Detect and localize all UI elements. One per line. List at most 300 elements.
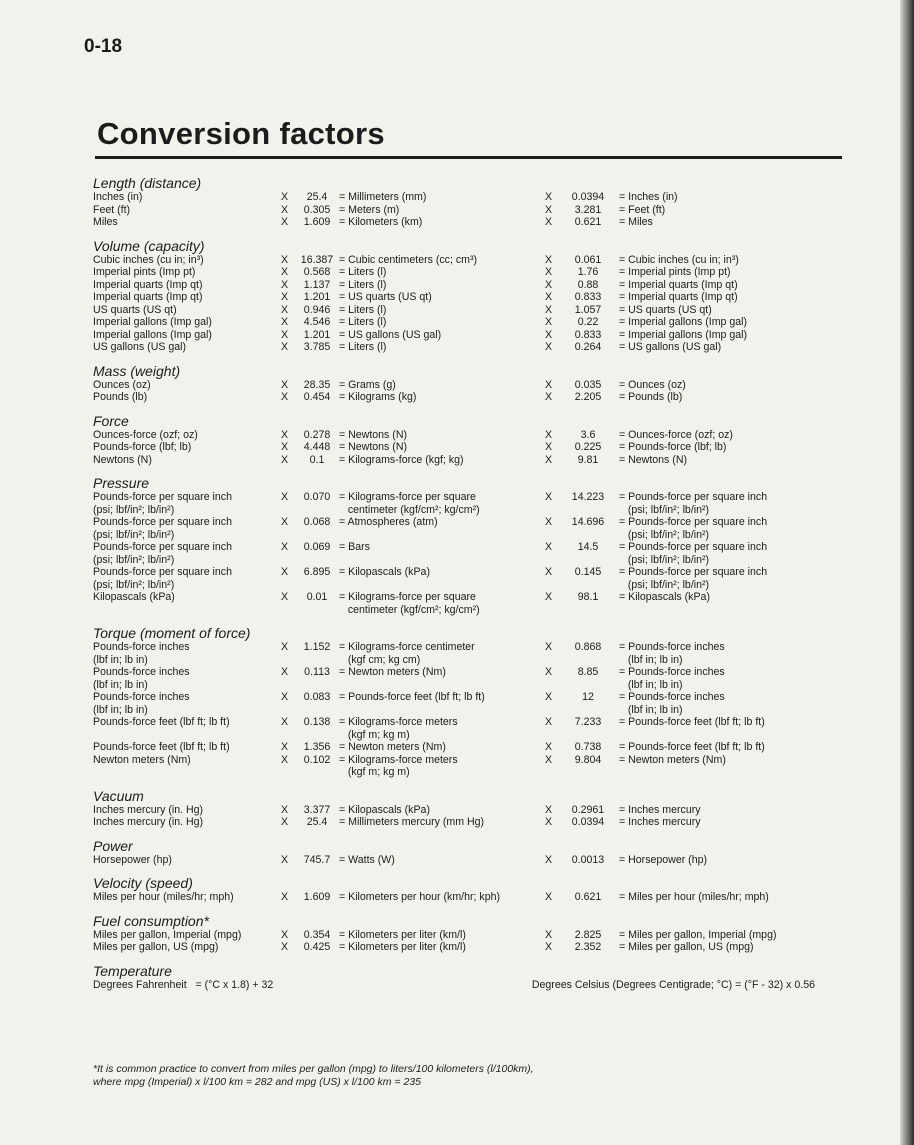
row-label: Inches mercury (in. Hg) <box>93 816 204 828</box>
multiply-sign: X <box>545 541 553 553</box>
table-row <box>93 266 823 279</box>
inverse-result-unit: = Inches mercury <box>619 803 701 816</box>
inverse-factor-value: 0.738 <box>574 741 602 753</box>
result-unit: = Liters (l) <box>339 303 387 316</box>
page-number: 0-18 <box>84 36 123 57</box>
result-unit <box>339 579 545 592</box>
factor-value: 16.387 <box>300 253 334 266</box>
section-2 <box>93 363 823 404</box>
inverse-factor-value: 1.76 <box>577 266 599 278</box>
inverse-result-unit: = Pounds-force inches <box>619 666 725 678</box>
multiply-sign: X <box>545 641 553 653</box>
inverse-result-unit: = Pounds-force per square inch <box>619 516 768 528</box>
multiply-sign: X <box>281 853 289 866</box>
section-4 <box>93 475 823 616</box>
result-unit <box>339 679 545 692</box>
inverse-result-unit: (lbf in; lb in) <box>619 653 683 666</box>
inverse-result-unit: = Pounds-force feet (lbf ft; lb ft) <box>619 741 765 753</box>
result-unit: = Kilograms-force (kgf; kg) <box>339 453 464 466</box>
multiply-sign: X <box>545 816 553 828</box>
factor-value: 0.305 <box>303 203 331 216</box>
inverse-result-unit: = Pounds-force per square inch <box>619 491 768 503</box>
result-unit: = Kilograms (kg) <box>339 391 417 403</box>
row-label: (psi; lbf/in²; lb/in²) <box>93 553 175 566</box>
inverse-result-unit <box>619 604 819 617</box>
footnote <box>93 1063 813 1089</box>
multiply-sign: X <box>545 303 553 316</box>
inverse-result-unit: = Imperial gallons (Imp gal) <box>619 328 748 341</box>
table-row <box>93 766 823 779</box>
inverse-result-unit: = Miles per gallon, Imperial (mpg) <box>619 928 777 941</box>
multiply-sign <box>281 654 295 667</box>
inverse-result-unit: = Newton meters (Nm) <box>619 753 726 766</box>
section-3 <box>93 413 823 467</box>
multiply-sign: X <box>545 203 553 216</box>
table-row <box>93 704 823 717</box>
result-unit: = Kilograms-force meters <box>339 716 458 728</box>
section-title: Force <box>93 412 129 429</box>
factor-value: 0.102 <box>303 753 331 766</box>
inverse-factor-value <box>557 654 619 667</box>
factor-value: 0.278 <box>303 428 331 441</box>
result-unit: = Newton meters (Nm) <box>339 741 446 753</box>
inverse-factor-value: 2.352 <box>574 941 602 953</box>
section-title: Fuel consumption* <box>93 912 209 929</box>
result-unit <box>339 704 545 717</box>
row-label: Imperial quarts (Imp qt) <box>93 278 203 291</box>
multiply-sign: X <box>545 441 553 453</box>
celsius-formula: Degrees Celsius (Degrees Centigrade; °C) = (°F - 32) x 0.56 <box>531 978 815 991</box>
result-unit: = Newton meters (Nm) <box>339 666 446 678</box>
multiply-sign: X <box>545 453 553 466</box>
section-title: Torque (moment of force) <box>93 625 251 641</box>
inverse-factor-value: 98.1 <box>577 591 599 603</box>
multiply-sign <box>545 604 557 617</box>
table-row <box>93 516 823 529</box>
table-row <box>93 191 823 204</box>
result-unit: = Watts (W) <box>339 853 395 866</box>
inverse-factor-value <box>557 604 619 617</box>
table-row <box>93 379 823 392</box>
table-row <box>93 854 823 867</box>
inverse-result-unit: = Kilopascals (kPa) <box>619 591 710 603</box>
result-unit: (kgf cm; kg cm) <box>339 653 421 666</box>
table-row <box>93 429 823 442</box>
table-row <box>93 316 823 329</box>
multiply-sign: X <box>281 191 289 203</box>
section-title: Mass (weight) <box>93 362 181 379</box>
inverse-factor-value <box>557 529 619 542</box>
factor-value: 1.152 <box>303 641 331 653</box>
inverse-result-unit: = US gallons (US gal) <box>619 341 722 353</box>
inverse-factor-value: 8.85 <box>577 666 599 678</box>
multiply-sign: X <box>281 691 289 703</box>
inverse-factor-value: 0.868 <box>574 641 602 653</box>
table-row <box>93 591 823 604</box>
multiply-sign: X <box>545 753 553 766</box>
table-row <box>93 341 823 354</box>
factor-value <box>295 504 339 517</box>
inverse-result-unit: = Ounces-force (ozf; oz) <box>619 428 733 441</box>
inverse-factor-value: 0.833 <box>574 291 602 303</box>
row-label: Imperial pints (Imp pt) <box>93 266 196 278</box>
result-unit: = Kilopascals (kPa) <box>339 803 430 816</box>
inverse-factor-value: 0.145 <box>574 566 602 578</box>
factor-value: 25.4 <box>306 816 328 828</box>
inverse-factor-value: 0.621 <box>574 891 602 903</box>
factor-value: 3.785 <box>303 341 331 353</box>
factor-value: 0.069 <box>303 541 331 553</box>
row-label: Imperial gallons (Imp gal) <box>93 316 212 328</box>
row-label: Pounds (lb) <box>93 391 148 403</box>
multiply-sign <box>281 579 295 592</box>
multiply-sign: X <box>545 591 553 603</box>
multiply-sign: X <box>281 641 289 653</box>
multiply-sign: X <box>545 391 553 403</box>
result-unit: centimeter (kgf/cm²; kg/cm²) <box>339 603 480 616</box>
factor-value: 0.01 <box>306 591 328 603</box>
section-7 <box>93 838 823 867</box>
table-row <box>93 304 823 317</box>
multiply-sign: X <box>281 253 289 266</box>
multiply-sign: X <box>545 891 553 903</box>
factor-value <box>295 604 339 617</box>
conversion-table <box>93 175 823 1002</box>
table-row <box>93 216 823 229</box>
multiply-sign <box>281 679 295 692</box>
inverse-result-unit: (lbf in; lb in) <box>619 703 683 716</box>
inverse-factor-value: 0.035 <box>574 378 602 391</box>
multiply-sign: X <box>545 278 553 291</box>
result-unit: = Liters (l) <box>339 316 387 328</box>
inverse-result-unit: = Pounds-force (lbf; lb) <box>619 441 727 453</box>
factor-value: 745.7 <box>303 853 331 866</box>
inverse-result-unit: = Feet (ft) <box>619 203 666 216</box>
inverse-result-unit: = Horsepower (hp) <box>619 853 708 866</box>
multiply-sign: X <box>545 928 553 941</box>
inverse-factor-value: 0.2961 <box>571 803 605 816</box>
table-row <box>93 604 823 617</box>
table-row <box>93 391 823 404</box>
inverse-result-unit: = Pounds-force inches <box>619 641 725 653</box>
inverse-factor-value: 9.81 <box>577 453 599 466</box>
inverse-result-unit <box>619 729 819 742</box>
multiply-sign: X <box>545 853 553 866</box>
multiply-sign <box>545 729 557 742</box>
section-title: Volume (capacity) <box>93 237 205 254</box>
multiply-sign: X <box>281 391 289 403</box>
result-unit: = Kilopascals (kPa) <box>339 566 430 578</box>
factor-value: 0.354 <box>303 928 331 941</box>
inverse-result-unit: (psi; lbf/in²; lb/in²) <box>619 553 710 566</box>
row-label: Imperial gallons (Imp gal) <box>93 328 212 341</box>
section-temperature <box>93 963 823 993</box>
multiply-sign: X <box>545 341 553 353</box>
result-unit: = Liters (l) <box>339 278 387 291</box>
multiply-sign: X <box>545 741 553 753</box>
table-row <box>93 504 823 517</box>
table-row <box>93 804 823 817</box>
section-9 <box>93 913 823 954</box>
row-label: Newton meters (Nm) <box>93 753 191 766</box>
table-row <box>93 941 823 954</box>
result-unit: = Cubic centimeters (cc; cm³) <box>339 253 478 266</box>
multiply-sign: X <box>281 741 289 753</box>
inverse-factor-value: 0.0394 <box>571 191 605 203</box>
inverse-factor-value: 1.057 <box>574 303 602 316</box>
multiply-sign <box>545 704 557 717</box>
inverse-factor-value: 0.22 <box>577 316 599 328</box>
table-row <box>93 891 823 904</box>
multiply-sign: X <box>281 816 289 828</box>
factor-value <box>295 704 339 717</box>
result-unit <box>339 529 545 542</box>
result-unit: = Pounds-force feet (lbf ft; lb ft) <box>339 691 485 703</box>
multiply-sign: X <box>545 941 553 953</box>
result-unit: = Kilometers per hour (km/hr; kph) <box>339 891 501 903</box>
result-unit: = Liters (l) <box>339 266 387 278</box>
multiply-sign: X <box>545 691 553 703</box>
section-title: Pressure <box>93 475 150 491</box>
inverse-result-unit: = Pounds (lb) <box>619 391 683 403</box>
factor-value <box>295 679 339 692</box>
factor-value: 3.377 <box>303 803 331 816</box>
result-unit: = Kilometers per liter (km/l) <box>339 941 466 953</box>
row-label: Pounds-force feet (lbf ft; lb ft) <box>93 741 230 753</box>
inverse-factor-value <box>557 554 619 567</box>
factor-value: 0.1 <box>309 453 325 466</box>
inverse-result-unit: = Imperial quarts (Imp qt) <box>619 291 738 303</box>
multiply-sign: X <box>545 216 553 228</box>
inverse-result-unit: = Pounds-force inches <box>619 691 725 703</box>
inverse-result-unit: = Imperial pints (Imp pt) <box>619 266 731 278</box>
inverse-result-unit: = Miles per hour (miles/hr; mph) <box>619 891 769 903</box>
inverse-result-unit: = Newtons (N) <box>619 453 687 466</box>
result-unit: = Liters (l) <box>339 341 387 353</box>
factor-value: 0.946 <box>303 303 331 316</box>
inverse-factor-value: 2.825 <box>574 928 602 941</box>
inverse-factor-value: 14.696 <box>571 516 605 528</box>
factor-value <box>295 729 339 742</box>
row-label: US quarts (US qt) <box>93 303 177 316</box>
result-unit: = Kilograms-force per square <box>339 491 476 503</box>
inverse-factor-value: 9.804 <box>574 753 602 766</box>
multiply-sign <box>281 529 295 542</box>
inverse-factor-value: 0.621 <box>574 216 602 228</box>
factor-value <box>295 579 339 592</box>
table-row <box>93 679 823 692</box>
multiply-sign: X <box>545 716 553 728</box>
multiply-sign: X <box>545 316 553 328</box>
row-label: Ounces-force (ozf; oz) <box>93 428 198 441</box>
table-row <box>93 291 823 304</box>
result-unit: = US gallons (US gal) <box>339 328 442 341</box>
result-unit: = Kilometers (km) <box>339 216 423 228</box>
factor-value <box>295 654 339 667</box>
multiply-sign <box>281 729 295 742</box>
row-label: Miles per hour (miles/hr; mph) <box>93 891 234 903</box>
multiply-sign: X <box>281 316 289 328</box>
factor-value: 0.083 <box>303 691 331 703</box>
inverse-factor-value: 0.0013 <box>571 853 605 866</box>
inverse-result-unit: = Cubic inches (cu in; in³) <box>619 253 739 266</box>
table-row <box>93 816 823 829</box>
row-label <box>93 604 281 617</box>
result-unit: (kgf m; kg m) <box>339 766 410 778</box>
multiply-sign <box>281 704 295 717</box>
table-row <box>93 554 823 567</box>
table-row <box>93 754 823 767</box>
factor-value: 4.546 <box>303 316 331 328</box>
result-unit: = Kilograms-force centimeter <box>339 641 475 653</box>
inverse-factor-value: 0.061 <box>574 253 602 266</box>
factor-value: 1.201 <box>303 291 331 303</box>
inverse-result-unit: = Pounds-force per square inch <box>619 541 768 553</box>
table-row <box>93 641 823 654</box>
inverse-factor-value <box>557 704 619 717</box>
multiply-sign <box>281 504 295 517</box>
inverse-factor-value: 0.225 <box>574 441 602 453</box>
result-unit: = US quarts (US qt) <box>339 291 432 303</box>
multiply-sign: X <box>545 566 553 578</box>
table-row <box>93 491 823 504</box>
multiply-sign: X <box>281 591 289 603</box>
multiply-sign: X <box>545 191 553 203</box>
row-label: Inches (in) <box>93 191 143 203</box>
multiply-sign: X <box>281 666 289 678</box>
multiply-sign: X <box>281 203 289 216</box>
factor-value: 1.356 <box>303 741 331 753</box>
row-label: Ounces (oz) <box>93 378 151 391</box>
table-row <box>93 691 823 704</box>
multiply-sign: X <box>281 216 289 228</box>
row-label: Feet (ft) <box>93 203 131 216</box>
section-5 <box>93 625 823 779</box>
inverse-factor-value: 0.833 <box>574 328 602 341</box>
footnote-line-2: where mpg (Imperial) x l/100 km = 282 and mpg (US) x l/100 km = 235 <box>93 1076 421 1088</box>
multiply-sign: X <box>281 441 289 453</box>
inverse-result-unit: = Pounds-force feet (lbf ft; lb ft) <box>619 716 765 728</box>
inverse-factor-value <box>557 729 619 742</box>
section-title: Velocity (speed) <box>93 875 193 891</box>
factor-value: 0.425 <box>303 941 331 953</box>
multiply-sign: X <box>281 941 289 953</box>
section-1 <box>93 238 823 354</box>
row-label: Horsepower (hp) <box>93 853 172 866</box>
row-label: Pounds-force inches <box>93 691 190 703</box>
factor-value: 4.448 <box>303 441 331 453</box>
section-title: Vacuum <box>93 787 144 804</box>
row-label <box>93 766 281 779</box>
table-row <box>93 441 823 454</box>
multiply-sign: X <box>281 428 289 441</box>
multiply-sign: X <box>545 253 553 266</box>
inverse-factor-value: 0.264 <box>574 341 602 353</box>
inverse-result-unit <box>619 766 819 779</box>
factor-value: 1.201 <box>303 328 331 341</box>
table-row <box>93 204 823 217</box>
multiply-sign: X <box>281 278 289 291</box>
table-row <box>93 741 823 754</box>
multiply-sign: X <box>281 891 289 903</box>
row-label: Miles per gallon, Imperial (mpg) <box>93 928 242 941</box>
factor-value: 0.568 <box>303 266 331 278</box>
multiply-sign <box>545 679 557 692</box>
inverse-factor-value: 14.5 <box>577 541 599 553</box>
factor-value: 6.895 <box>303 566 331 578</box>
result-unit: = Newtons (N) <box>339 441 407 453</box>
inverse-factor-value: 2.205 <box>574 391 602 403</box>
fahrenheit-formula: Degrees Fahrenheit = (°C x 1.8) + 32 <box>93 978 274 991</box>
table-row <box>93 729 823 742</box>
row-label: Inches mercury (in. Hg) <box>93 803 204 816</box>
multiply-sign <box>281 604 295 617</box>
result-unit: centimeter (kgf/cm²; kg/cm²) <box>339 503 480 516</box>
row-label: Pounds-force per square inch <box>93 541 232 553</box>
factor-value: 1.609 <box>303 216 331 228</box>
row-label: Pounds-force inches <box>93 666 190 678</box>
section-8 <box>93 875 823 904</box>
inverse-result-unit: = US quarts (US qt) <box>619 303 712 316</box>
inverse-factor-value: 3.281 <box>574 203 602 216</box>
table-row <box>93 529 823 542</box>
multiply-sign: X <box>281 753 289 766</box>
result-unit: = Grams (g) <box>339 378 396 391</box>
row-label: Imperial quarts (Imp qt) <box>93 291 203 303</box>
multiply-sign: X <box>281 491 289 503</box>
row-label: US gallons (US gal) <box>93 341 187 353</box>
inverse-result-unit: = Inches mercury <box>619 816 701 828</box>
row-label: Cubic inches (cu in; in³) <box>93 253 204 266</box>
multiply-sign <box>281 554 295 567</box>
multiply-sign <box>545 579 557 592</box>
inverse-result-unit: = Imperial quarts (Imp qt) <box>619 278 738 291</box>
multiply-sign: X <box>281 328 289 341</box>
table-row <box>93 666 823 679</box>
multiply-sign <box>545 654 557 667</box>
multiply-sign: X <box>545 803 553 816</box>
inverse-factor-value <box>557 679 619 692</box>
row-label: (psi; lbf/in²; lb/in²) <box>93 578 175 591</box>
page-edge-shadow <box>900 0 914 1145</box>
section-6 <box>93 788 823 829</box>
multiply-sign: X <box>281 541 289 553</box>
row-label: (lbf in; lb in) <box>93 653 148 666</box>
factor-value: 0.138 <box>303 716 331 728</box>
table-row <box>93 579 823 592</box>
result-unit: = Atmospheres (atm) <box>339 516 438 528</box>
multiply-sign: X <box>281 291 289 303</box>
result-unit <box>339 554 545 567</box>
row-label: Newtons (N) <box>93 453 152 466</box>
multiply-sign <box>545 766 557 779</box>
inverse-factor-value <box>557 766 619 779</box>
inverse-result-unit: = Inches (in) <box>619 191 678 203</box>
factor-value: 0.454 <box>303 391 331 403</box>
inverse-factor-value: 0.88 <box>577 278 599 291</box>
multiply-sign: X <box>281 303 289 316</box>
inverse-factor-value <box>557 579 619 592</box>
row-label: Pounds-force per square inch <box>93 491 232 503</box>
inverse-result-unit: = Ounces (oz) <box>619 378 686 391</box>
multiply-sign: X <box>281 716 289 728</box>
multiply-sign: X <box>281 516 289 528</box>
row-label: (psi; lbf/in²; lb/in²) <box>93 528 175 541</box>
factor-value: 25.4 <box>306 191 328 203</box>
table-row <box>93 329 823 342</box>
result-unit: = Bars <box>339 541 370 553</box>
table-row <box>93 454 823 467</box>
